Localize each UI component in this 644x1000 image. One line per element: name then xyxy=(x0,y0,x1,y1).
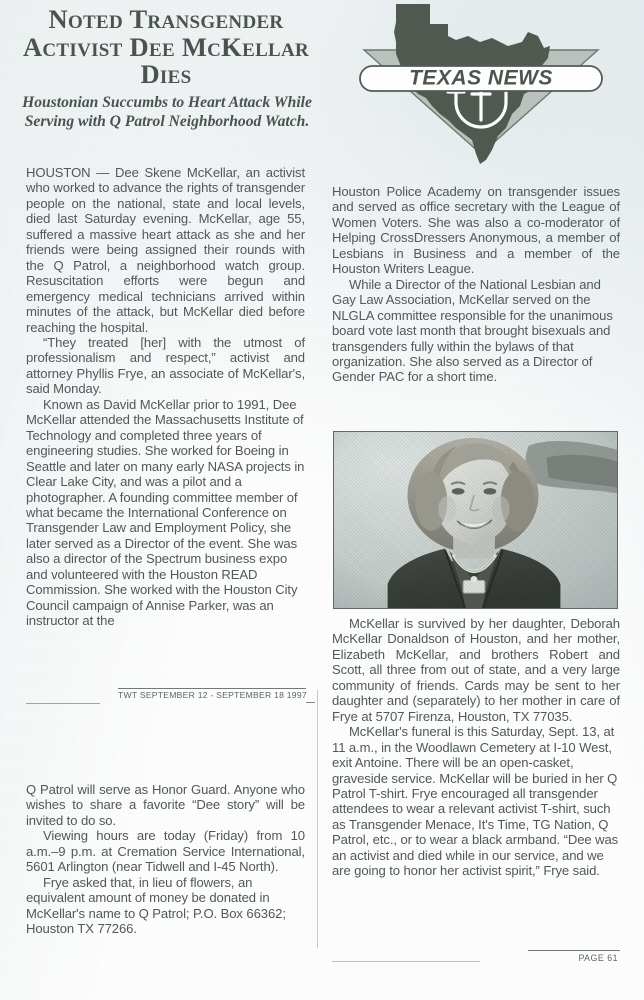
issue-rule-short xyxy=(26,703,100,704)
issue-date-line xyxy=(26,688,306,708)
paragraph: Houston Police Academy on transgender issues and served as office secretary with the League of Women Voters. She was also a co-moderator of Helping CrossDressers Anonymous, a member of Lesbians in Business and a member of the Houston Writers League. xyxy=(332,184,620,277)
issue-date-text: TWT SEPTEMBER 12 - SEPTEMBER 18 1997 xyxy=(118,690,307,700)
right-column-upper xyxy=(332,184,620,385)
logo-banner xyxy=(360,66,602,91)
paragraph: Q Patrol will serve as Honor Guard. Anyone who wishes to share a favorite “Dee story” will be invited to do so. xyxy=(26,782,305,828)
paragraph: McKellar's funeral is this Saturday, Sept. 13, at 11 a.m., in the Woodlawn Cemetery at I-10 West, exit Antoine. There will be an open-casket, graveside service. McKellar will be buried in her Q Patrol T-shirt. Frye encouraged all transgender attendees to wear a relevant activist T-shirt, such as Transgender Menace, It's Time, TG Nation, Q Patrol, etc., or to wear a black armband. “Dee was an activist and died while in our service, and we are going to honor her activist spirit,” Frye said. xyxy=(332,724,619,879)
left-column-upper xyxy=(26,165,305,629)
article-subhead: Houstonian Succumbs to Heart Attack While Serving with Q Patrol Neighborhood Watch. xyxy=(22,94,312,131)
paragraph: Viewing hours are today (Friday) from 10 a.m.–9 p.m. at Cremation Service International, 5601 Arlington (near Tidwell and I-45 North). xyxy=(26,828,305,875)
footer-rule-faint xyxy=(332,961,480,962)
issue-rule xyxy=(118,688,306,689)
portrait-photo xyxy=(333,431,618,609)
right-column-lower xyxy=(332,616,620,879)
column-divider xyxy=(317,690,318,948)
paragraph: HOUSTON — Dee Skene McKellar, an activist who worked to advance the rights of transgender people on the national, state and local levels, died last Saturday evening. McKellar, age 55, suffered a massive heart attack as she and her friends were being assigned their rounds with the Q Patrol, a neighborhood watch group. Resuscitation efforts were begun and emergency medical technicians arrived within minutes of the attack, but McKellar died before reaching the hospital. xyxy=(26,165,305,335)
paragraph: Known as David McKellar prior to 1991, Dee McKellar attended the Massachusetts Institute of Technology and completed three years of engineering studies. She worked for Boeing in Seattle and later on many early NASA projects in Clear Lake City, and was a pilot and a photographer. A founding committee member of what became the International Conference on Transgender Law and Employment Policy, she later served as a Director of the event. She was also a director of the Spectrum business expo and volunteered with the Houston READ Commission. She worked with the Houston City Council campaign of Annise Parker, was an instructor at the xyxy=(26,396,305,629)
page-footer xyxy=(332,950,620,972)
left-column-lower xyxy=(26,782,305,937)
paragraph: While a Director of the National Lesbian and Gay Law Association, McKellar served on the NLGLA committee responsible for the unanimous board vote last month that brought bisexuals and transgenders fully within the bylaws of that organization. She also served as a Director of Gender PAC for a short time. xyxy=(332,276,613,385)
paragraph: McKellar is survived by her daughter, Deborah McKellar Donaldson of Houston, and her mother, Elizabeth McKellar, and brothers Robert and Scott, all three from out of state, and a very large community of friends. Cards may be sent to her daughter and (separately) to her mother in care of Frye at 5707 Firenza, Houston, TX 77035. xyxy=(332,616,620,724)
texas-news-logo xyxy=(352,2,610,168)
paragraph: “They treated [her] with the utmost of professionalism and respect,” activist and attorney Phyllis Frye, an associate of McKellar's, said Monday. xyxy=(26,334,305,397)
page-number: PAGE 61 xyxy=(578,953,618,963)
paragraph: Frye asked that, in lieu of flowers, an equivalent amount of money be donated in McKellar's name to Q Patrol; P.O. Box 66362; Houston TX 77266. xyxy=(26,874,286,937)
article-headline: Noted Transgender Activist Dee McKellar Dies xyxy=(22,4,310,89)
logo-banner-text: TEXAS NEWS xyxy=(409,66,553,90)
column-divider-nub xyxy=(306,702,315,703)
footer-rule xyxy=(528,950,620,951)
